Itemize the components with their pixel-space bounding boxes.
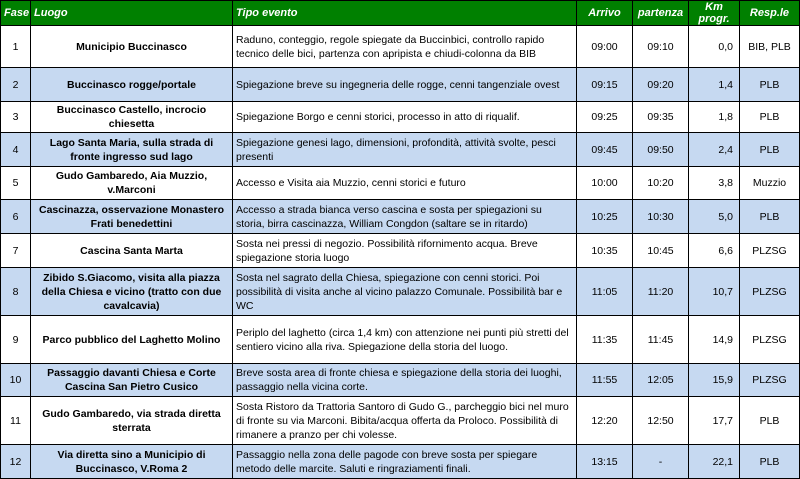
cell-partenza: 12:05 bbox=[633, 364, 689, 397]
table-row bbox=[1, 316, 800, 364]
cell-km: 22,1 bbox=[689, 445, 740, 479]
cell-resp: PLB bbox=[740, 445, 800, 479]
header-resp: Resp.le bbox=[740, 1, 800, 26]
cell-partenza: 09:10 bbox=[633, 26, 689, 68]
cell-fase: 12 bbox=[1, 445, 31, 479]
cell-tipo: Sosta nei pressi di negozio. Possibilità rifornimento acqua. Breve spiegazione storia luogo bbox=[233, 234, 577, 268]
cell-luogo: Buccinasco Castello, incrocio chiesetta bbox=[31, 102, 233, 133]
cell-partenza: 09:20 bbox=[633, 68, 689, 102]
cell-arrivo: 13:15 bbox=[577, 445, 633, 479]
cell-luogo: Zibido S.Giacomo, visita alla piazza della Chiesa e vicino (tratto con due cavalcavia) bbox=[31, 268, 233, 316]
cell-arrivo: 10:00 bbox=[577, 167, 633, 200]
cell-luogo: Cascina Santa Marta bbox=[31, 234, 233, 268]
cell-km: 6,6 bbox=[689, 234, 740, 268]
table-row bbox=[1, 234, 800, 268]
cell-luogo: Gudo Gambaredo, via strada diretta sterrata bbox=[31, 397, 233, 445]
cell-luogo: Municipio Buccinasco bbox=[31, 26, 233, 68]
cell-resp: Muzzio bbox=[740, 167, 800, 200]
cell-km: 2,4 bbox=[689, 133, 740, 167]
table-row bbox=[1, 102, 800, 133]
cell-fase: 11 bbox=[1, 397, 31, 445]
table-row bbox=[1, 445, 800, 479]
table-row bbox=[1, 397, 800, 445]
cell-partenza: 11:45 bbox=[633, 316, 689, 364]
cell-arrivo: 12:20 bbox=[577, 397, 633, 445]
cell-tipo: Spiegazione breve su ingegneria delle rogge, cenni tangenziale ovest bbox=[233, 68, 577, 102]
cell-km: 14,9 bbox=[689, 316, 740, 364]
cell-arrivo: 09:45 bbox=[577, 133, 633, 167]
table-row bbox=[1, 364, 800, 397]
header-row bbox=[1, 1, 800, 26]
cell-arrivo: 10:25 bbox=[577, 200, 633, 234]
cell-partenza: 10:20 bbox=[633, 167, 689, 200]
cell-tipo: Spiegazione Borgo e cenni storici, processo in atto di riqualif. bbox=[233, 102, 577, 133]
cell-resp: PLZSG bbox=[740, 268, 800, 316]
cell-fase: 2 bbox=[1, 68, 31, 102]
cell-tipo: Accesso a strada bianca verso cascina e sosta per spiegazioni su storia, birra cascinazza, William Congdon (saltare se in ritardo) bbox=[233, 200, 577, 234]
cell-km: 0,0 bbox=[689, 26, 740, 68]
cell-arrivo: 11:35 bbox=[577, 316, 633, 364]
cell-resp: PLB bbox=[740, 200, 800, 234]
cell-km: 1,8 bbox=[689, 102, 740, 133]
cell-resp: PLZSG bbox=[740, 234, 800, 268]
cell-partenza: 11:20 bbox=[633, 268, 689, 316]
cell-resp: PLB bbox=[740, 102, 800, 133]
cell-luogo: Passaggio davanti Chiesa e Corte Cascina San Pietro Cusico bbox=[31, 364, 233, 397]
table-row bbox=[1, 68, 800, 102]
cell-fase: 8 bbox=[1, 268, 31, 316]
cell-arrivo: 09:25 bbox=[577, 102, 633, 133]
cell-tipo: Sosta nel sagrato della Chiesa, spiegazione con cenni storici. Poi possibilità di visita anche al vicino palazzo Comunale. Possibilità bar e WC bbox=[233, 268, 577, 316]
cell-tipo: Breve sosta area di fronte chiesa e spiegazione della storia dei luoghi, passaggio nella vicina corte. bbox=[233, 364, 577, 397]
cell-luogo: Cascinazza, osservazione Monastero Frati benedettini bbox=[31, 200, 233, 234]
cell-fase: 6 bbox=[1, 200, 31, 234]
header-arrivo: Arrivo bbox=[577, 1, 633, 26]
cell-fase: 1 bbox=[1, 26, 31, 68]
cell-tipo: Sosta Ristoro da Trattoria Santoro di Gudo G., parcheggio bici nel muro di fronte su via Marconi. Bibita/acqua offerta da Proloco. Possibilità di rimanere a pranzo per chi volesse. bbox=[233, 397, 577, 445]
cell-partenza: - bbox=[633, 445, 689, 479]
cell-luogo: Buccinasco rogge/portale bbox=[31, 68, 233, 102]
header-luogo: Luogo bbox=[31, 1, 233, 26]
cell-resp: PLZSG bbox=[740, 364, 800, 397]
cell-arrivo: 11:05 bbox=[577, 268, 633, 316]
cell-km: 17,7 bbox=[689, 397, 740, 445]
cell-fase: 3 bbox=[1, 102, 31, 133]
cell-km: 15,9 bbox=[689, 364, 740, 397]
cell-fase: 4 bbox=[1, 133, 31, 167]
header-partenza: partenza bbox=[633, 1, 689, 26]
cell-luogo: Via diretta sino a Municipio di Buccinasco, V.Roma 2 bbox=[31, 445, 233, 479]
cell-km: 3,8 bbox=[689, 167, 740, 200]
cell-fase: 7 bbox=[1, 234, 31, 268]
cell-arrivo: 09:15 bbox=[577, 68, 633, 102]
header-km: Km progr. bbox=[689, 1, 740, 26]
table-row bbox=[1, 133, 800, 167]
header-fase: Fase bbox=[1, 1, 31, 26]
cell-resp: BIB, PLB bbox=[740, 26, 800, 68]
cell-arrivo: 10:35 bbox=[577, 234, 633, 268]
table-row bbox=[1, 200, 800, 234]
cell-tipo: Passaggio nella zona delle pagode con breve sosta per spiegare metodo delle marcite. Saluti e ringraziamenti finali. bbox=[233, 445, 577, 479]
cell-resp: PLB bbox=[740, 68, 800, 102]
cell-resp: PLB bbox=[740, 397, 800, 445]
cell-resp: PLZSG bbox=[740, 316, 800, 364]
cell-fase: 5 bbox=[1, 167, 31, 200]
cell-luogo: Parco pubblico del Laghetto Molino bbox=[31, 316, 233, 364]
cell-partenza: 12:50 bbox=[633, 397, 689, 445]
cell-partenza: 10:45 bbox=[633, 234, 689, 268]
cell-partenza: 09:35 bbox=[633, 102, 689, 133]
cell-partenza: 10:30 bbox=[633, 200, 689, 234]
table-row bbox=[1, 268, 800, 316]
cell-km: 1,4 bbox=[689, 68, 740, 102]
cell-tipo: Accesso e Visita aia Muzzio, cenni storici e futuro bbox=[233, 167, 577, 200]
table-row bbox=[1, 26, 800, 68]
cell-resp: PLB bbox=[740, 133, 800, 167]
cell-partenza: 09:50 bbox=[633, 133, 689, 167]
cell-tipo: Raduno, conteggio, regole spiegate da Buccinbici, controllo rapido tecnico delle bici, partenza con apripista e chiudi-colonna da BIB bbox=[233, 26, 577, 68]
cell-arrivo: 09:00 bbox=[577, 26, 633, 68]
cell-tipo: Spiegazione genesi lago, dimensioni, profondità, attività svolte, pesci presenti bbox=[233, 133, 577, 167]
cell-luogo: Gudo Gambaredo, Aia Muzzio, v.Marconi bbox=[31, 167, 233, 200]
cell-tipo: Periplo del laghetto (circa 1,4 km) con attenzione nei punti più stretti del sentiero vicino alla riva. Spiegazione della storia del luogo. bbox=[233, 316, 577, 364]
cell-fase: 9 bbox=[1, 316, 31, 364]
cell-fase: 10 bbox=[1, 364, 31, 397]
cell-km: 10,7 bbox=[689, 268, 740, 316]
cell-luogo: Lago Santa Maria, sulla strada di fronte ingresso sud lago bbox=[31, 133, 233, 167]
table-row bbox=[1, 167, 800, 200]
header-tipo: Tipo evento bbox=[233, 1, 577, 26]
cell-km: 5,0 bbox=[689, 200, 740, 234]
cell-arrivo: 11:55 bbox=[577, 364, 633, 397]
